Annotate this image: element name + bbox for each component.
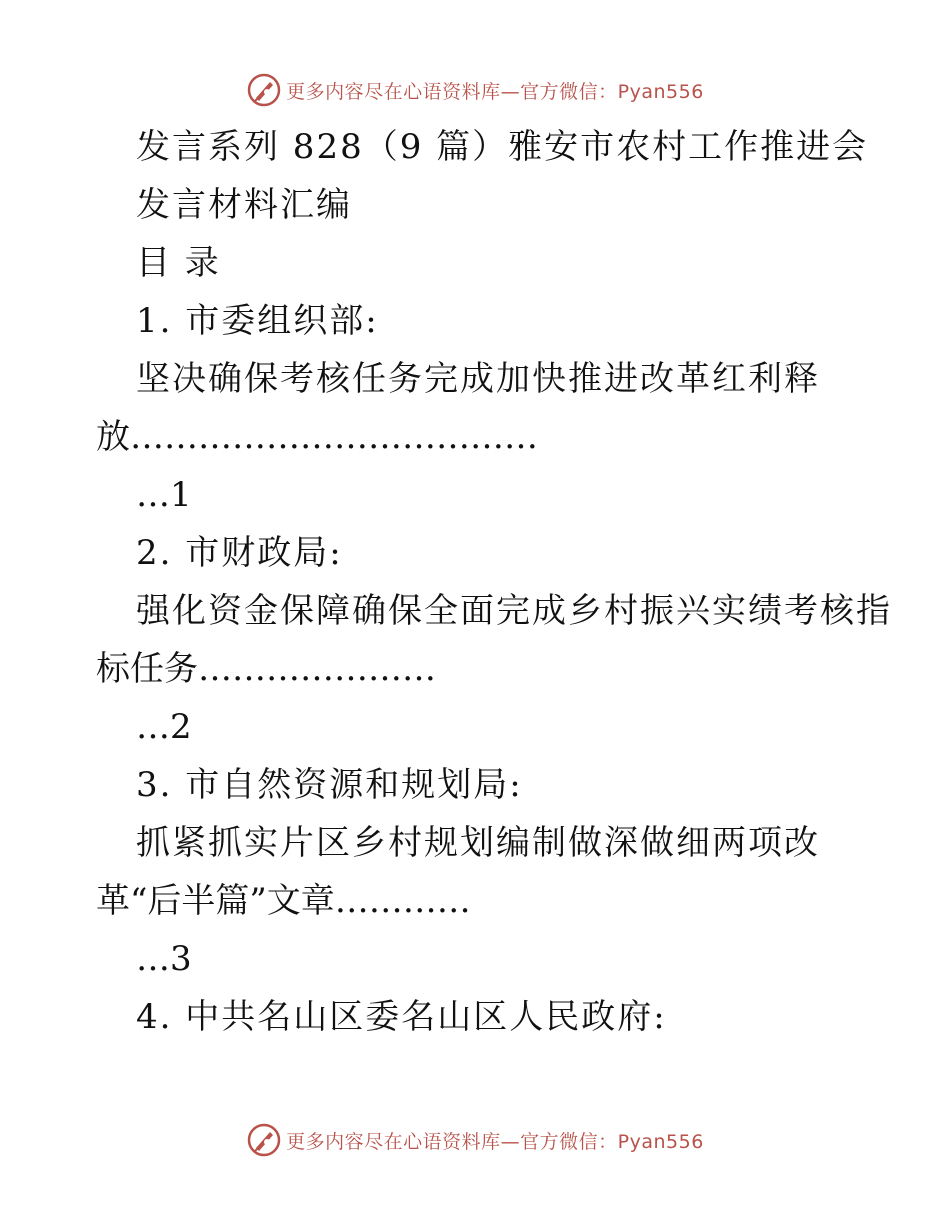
toc-entry-page: …3: [136, 939, 192, 979]
watermark-banner-top: [0, 70, 950, 110]
watermark-banner-bottom: [0, 1120, 950, 1160]
toc-heading: 目 录: [136, 243, 221, 283]
toc-entry-org: 2. 市财政局:: [136, 533, 343, 573]
doc-title-line2: 发言材料汇编: [136, 185, 352, 225]
toc-entry-title-cont: 革“后半篇”文章…………: [96, 881, 471, 921]
toc-entry-org: 4. 中共名山区委名山区人民政府:: [136, 997, 667, 1037]
toc-entry-title-cont: 标任务…………………: [96, 649, 436, 689]
toc-entry-title: 强化资金保障确保全面完成乡村振兴实绩考核指: [136, 591, 892, 631]
toc-entry-page: …2: [136, 707, 192, 747]
toc-entry-title-cont: 放………………………………: [96, 417, 538, 457]
doc-title-line1: 发言系列 828（9 篇）雅安市农村工作推进会: [136, 127, 869, 167]
watermark-text: 更多内容尽在心语资料库—官方微信：Pyan556: [286, 1130, 704, 1153]
pen-seal-icon: [246, 72, 282, 108]
toc-entry-org: 1. 市委组织部:: [136, 301, 379, 341]
toc-entry-title: 抓紧抓实片区乡村规划编制做深做细两项改: [136, 823, 820, 863]
toc-entry-title: 坚决确保考核任务完成加快推进改革红利释: [136, 359, 820, 399]
watermark-text: 更多内容尽在心语资料库—官方微信：Pyan556: [286, 80, 704, 103]
toc-entry-page: …1: [136, 475, 192, 515]
toc-entry-org: 3. 市自然资源和规划局:: [136, 765, 523, 805]
pen-seal-icon: [246, 1122, 282, 1158]
